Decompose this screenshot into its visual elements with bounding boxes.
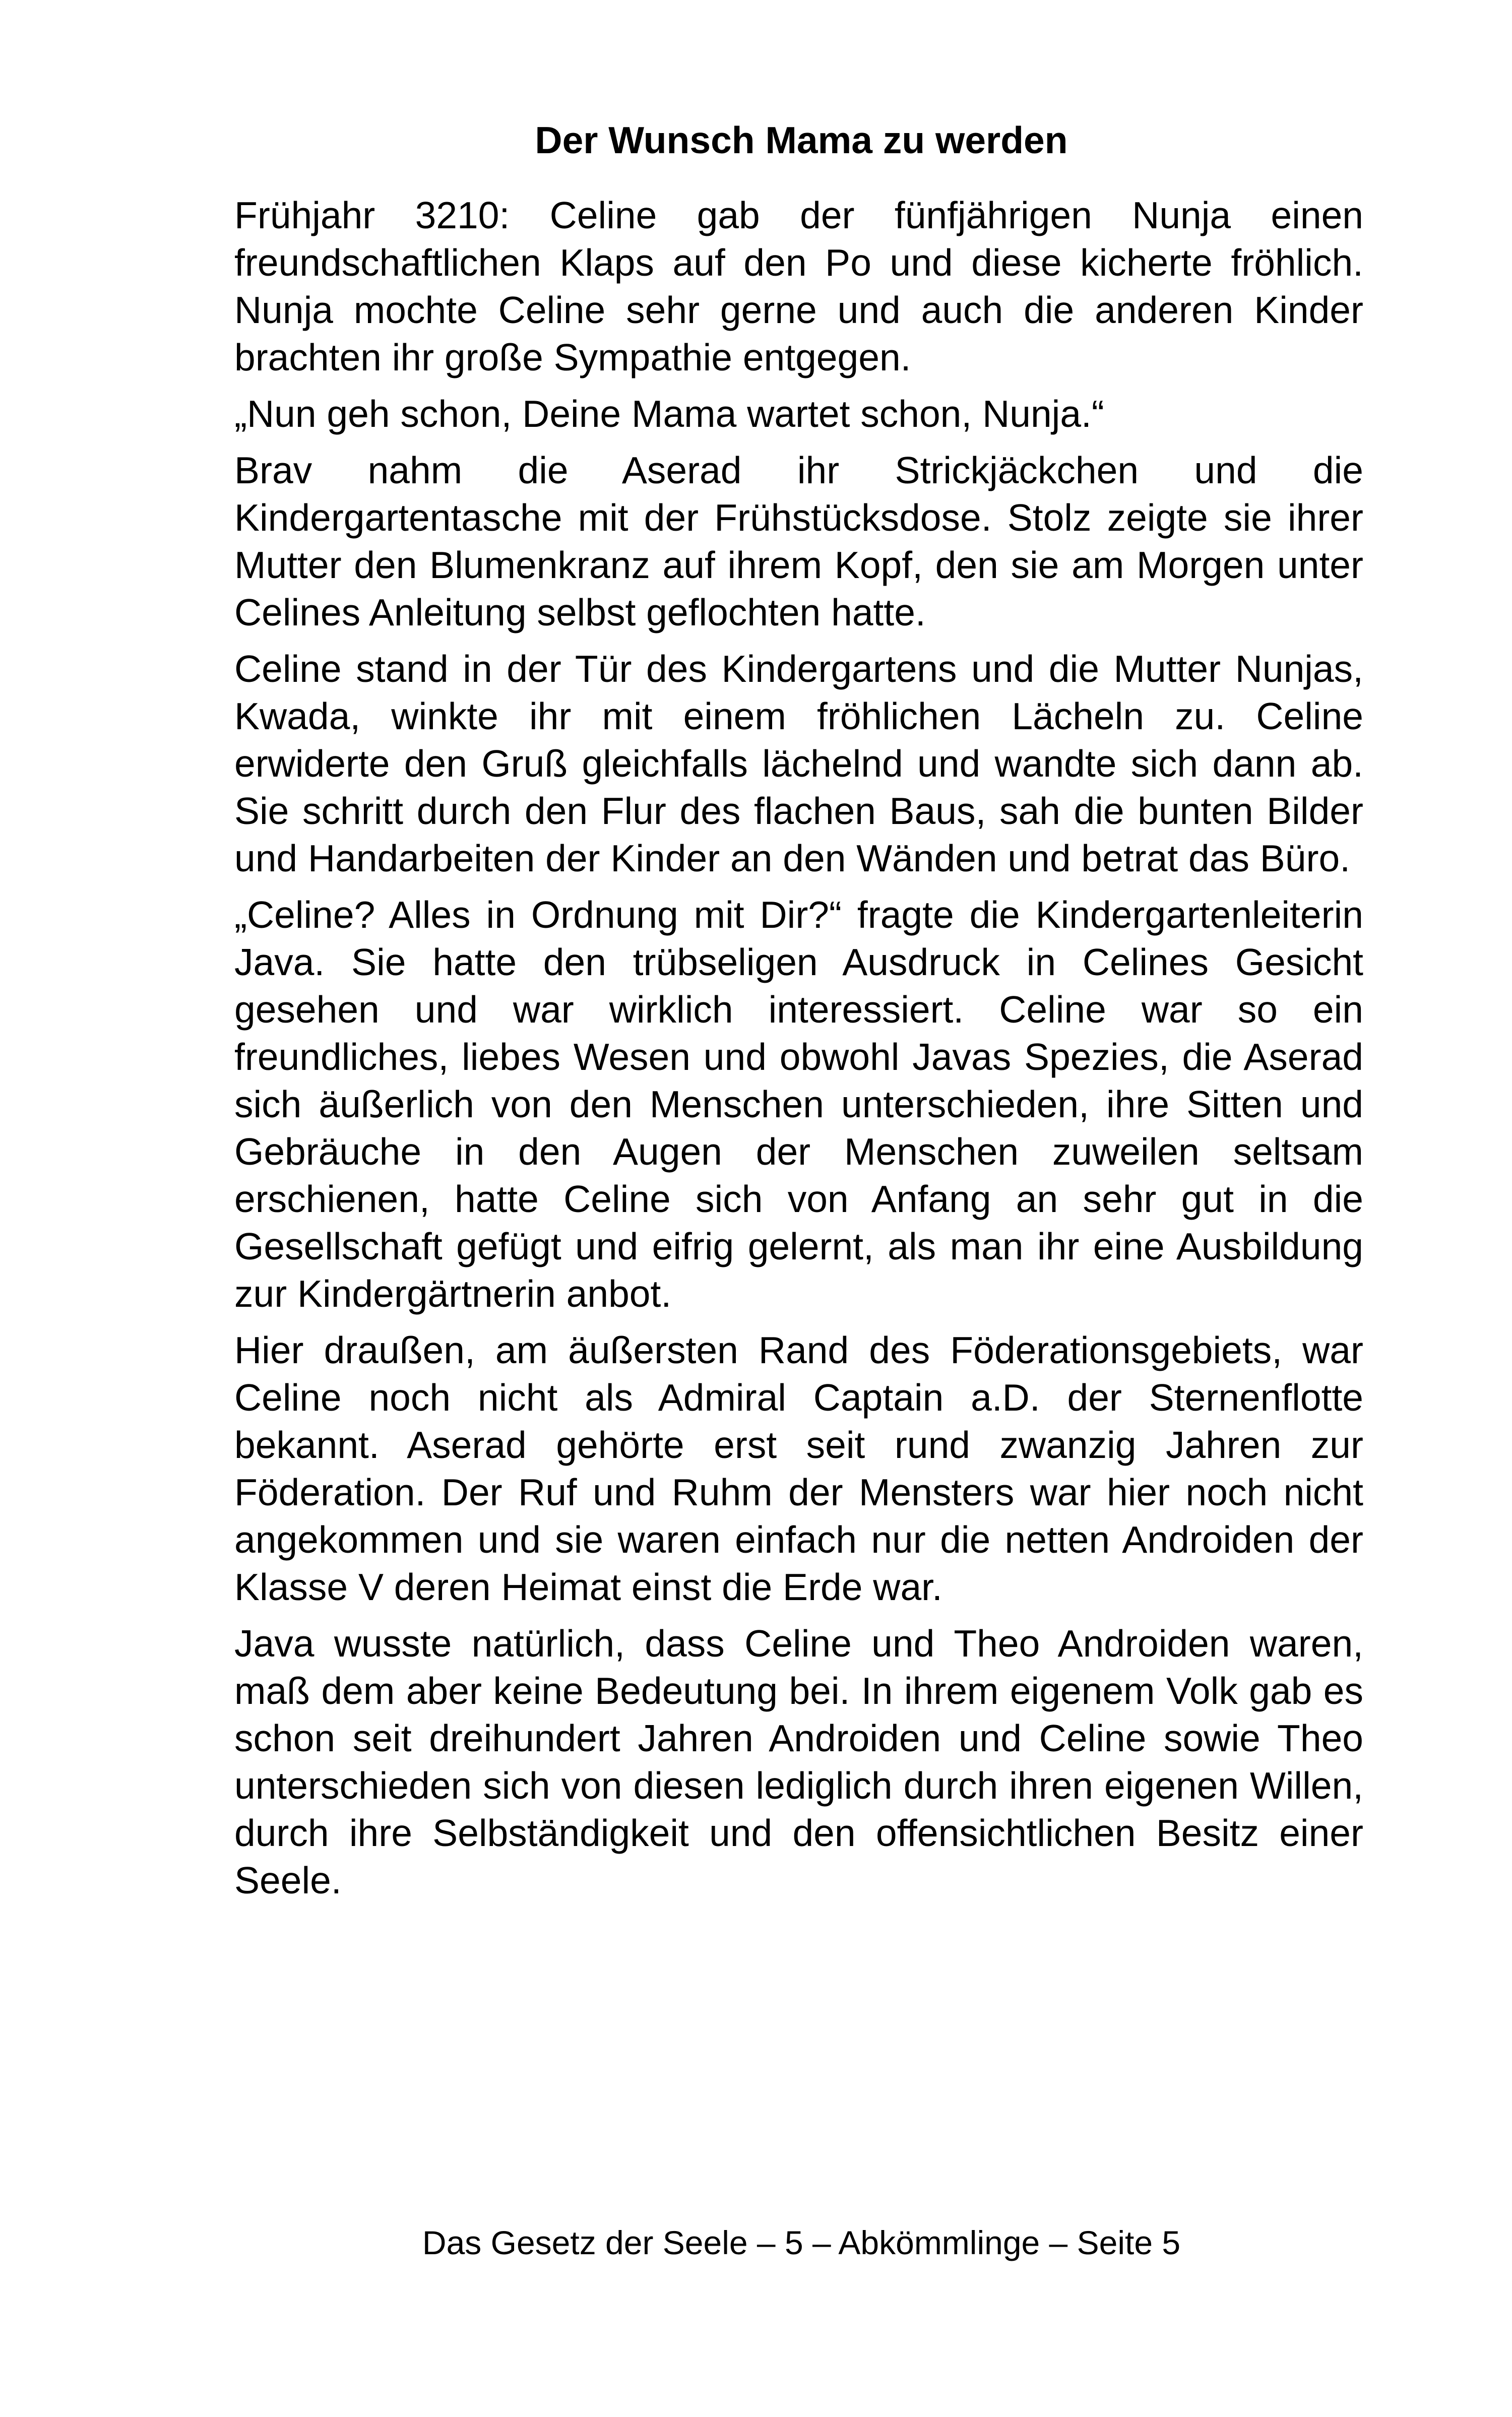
paragraph-4: Celine stand in der Tür des Kindergartens und die Mutter Nunjas, Kwada, winkte ihr mit einem fröhlichen Lächeln zu. Celine erwiderte den Gruß gleichfalls lächelnd und wandte sich dann ab. Sie schritt durch den Flur des flachen Baus, sah die bunten Bilder und Handarbeiten der Kinder an den Wänden und betrat das Büro. [234, 648, 1363, 879]
paragraph-7: Java wusste natürlich, dass Celine und Theo Androiden waren, maß dem aber keine Bedeutung bei. In ihrem eigenem Volk gab es schon seit dreihundert Jahren Androiden und Celine sowie Theo unterschieden sich von diesen lediglich durch ihren eigenen Willen, durch ihre Selbständigkeit und den offensichtlichen Besitz einer Seele. [234, 1622, 1363, 1901]
chapter-body [234, 192, 1363, 1913]
chapter-title: Der Wunsch Mama zu werden [535, 119, 1068, 161]
paragraph-2: „Nun geh schon, Deine Mama wartet schon, Nunja.“ [234, 393, 1104, 435]
paragraph-5: „Celine? Alles in Ordnung mit Dir?“ fragte die Kindergartenleiterin Java. Sie hatte den trübseligen Ausdruck in Celines Gesicht gesehen und war wirklich interessiert. Celine war so ein freundliches, liebes Wesen und obwohl Javas Spezies, die Aserad sich äußerlich von den Menschen unterschieden, ihre Sitten und Gebräuche in den Augen der Menschen zuweilen seltsam erschienen, hatte Celine sich von Anfang an sehr gut in die Gesellschaft gefügt und eifrig gelernt, als man ihr eine Ausbildung zur Kindergärtnerin anbot. [234, 894, 1363, 1315]
paragraph-3: Brav nahm die Aserad ihr Strickjäckchen und die Kindergartentasche mit der Frühstücksdose. Stolz zeigte sie ihrer Mutter den Blumenkranz auf ihrem Kopf, den sie am Morgen unter Celines Anleitung selbst geflochten hatte. [234, 449, 1363, 633]
paragraph-1: Frühjahr 3210: Celine gab der fünfjährigen Nunja einen freundschaftlichen Klaps auf den Po und diese kicherte fröhlich. Nunja mochte Celine sehr gerne und auch die anderen Kinder brachten ihr große Sympathie entgegen. [234, 194, 1363, 378]
page-footer: Das Gesetz der Seele – 5 – Abkömmlinge – Seite 5 [422, 2224, 1181, 2261]
paragraph-6: Hier draußen, am äußersten Rand des Föderationsgebiets, war Celine noch nicht als Admiral Captain a.D. der Sternenflotte bekannt. Aserad gehörte erst seit rund zwanzig Jahren zur Föderation. Der Ruf und Ruhm der Mensters war hier noch nicht angekommen und sie waren einfach nur die netten Androiden der Klasse V deren Heimat einst die Erde war. [234, 1329, 1363, 1608]
